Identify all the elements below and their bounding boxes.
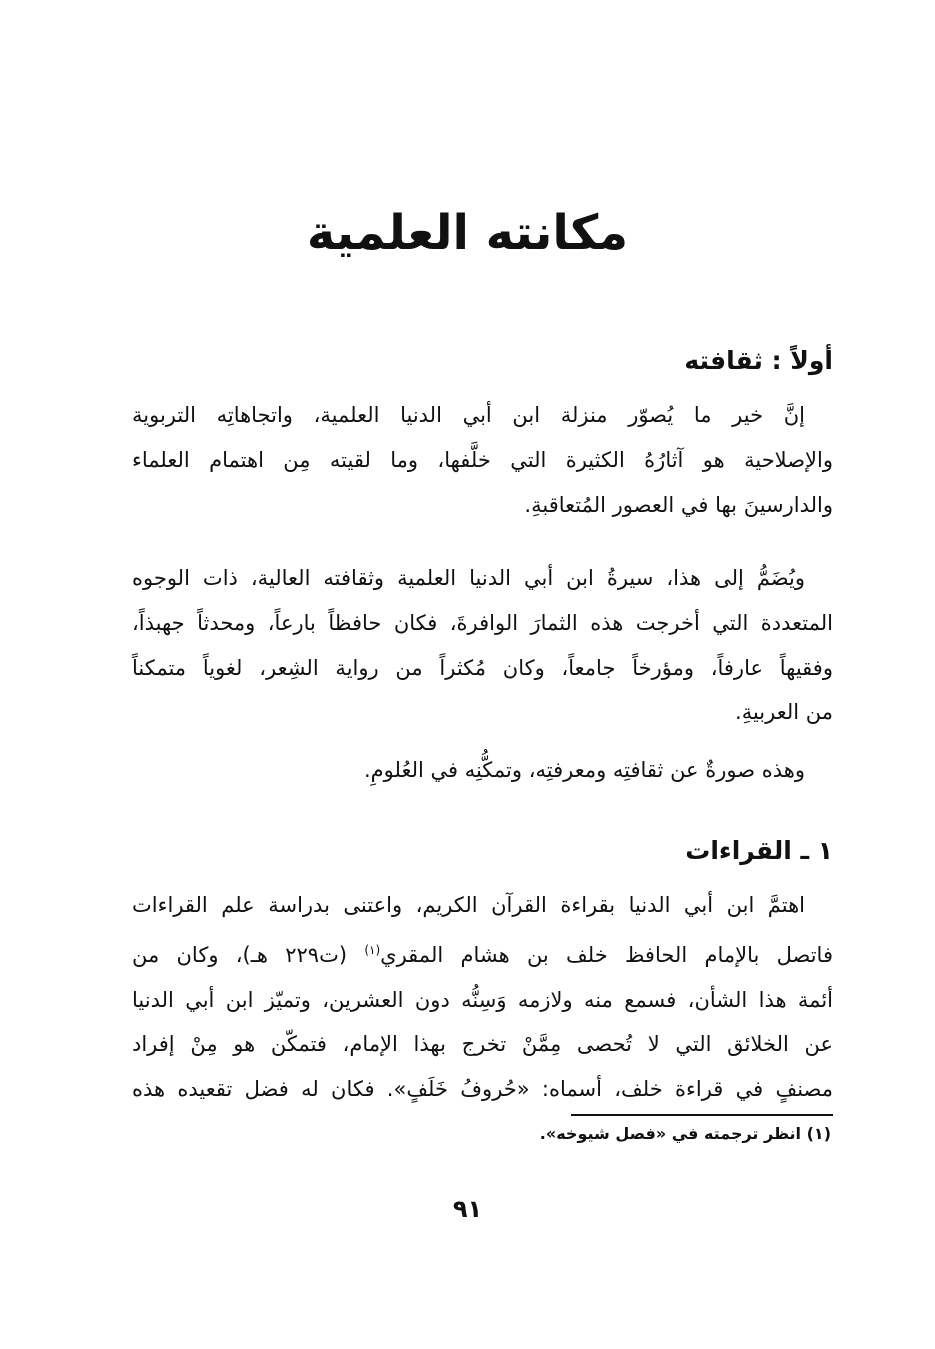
paragraph-line: وفقيهاً عارفاً، ومؤرخاً جامعاً، وكان مُكثراً من رواية الشِعر، لغوياً متمكناً	[132, 655, 833, 680]
paragraph-1	[132, 393, 833, 527]
paragraph-line: اهتمَّ ابن أبي الدنيا بقراءة القرآن الكريم، واعتنى بدراسة علم القراءات	[132, 893, 805, 917]
chapter-title: مكانته العلمية	[306, 205, 629, 261]
paragraph-line: أئمة هذا الشأن، فسمع منه ولازمه وَسِنُّه دون العشرين، وتميّز ابن أبي الدنيا	[132, 987, 833, 1012]
paragraph-line: من العربيةِ.	[735, 700, 833, 725]
page-number: ٩١	[452, 1195, 483, 1223]
paragraph-line: وهذه صورةٌ عن ثقافتِه ومعرفتِه، وتمكُّنِه في العُلومِ.	[363, 758, 805, 782]
paragraph-fragment: فاتصل بالإمام الحافظ خلف بن هشام المقري	[380, 942, 833, 967]
paragraph-line	[132, 928, 833, 978]
paragraph-3	[132, 748, 833, 793]
footnote: (١) انظر ترجمته في «فصل شيوخه».	[539, 1124, 831, 1143]
paragraph-line: ويُضَمُّ إلى هذا، سيرةُ ابن أبي الدنيا العلمية وثقافته العالية، ذات الوجوه	[132, 566, 805, 590]
paragraph-2	[132, 556, 833, 735]
section-heading-culture: أولاً : ثقافته	[684, 346, 833, 375]
footnote-reference: (١)	[364, 942, 381, 957]
paragraph-4	[132, 883, 833, 1112]
paragraph-line: إنَّ خير ما يُصوّر منزلة ابن أبي الدنيا العلمية، واتجاهاتِه التربوية	[132, 403, 805, 427]
paragraph-line: والدارسينَ بها في العصور المُتعاقبةِ.	[524, 492, 833, 517]
paragraph-fragment: (ت٢٢٩ هـ)، وكان من	[132, 942, 348, 967]
paragraph-line: مصنفٍ في قراءة خلف، أسماه: «حُروفُ خَلَفٍ». فكان له فضل تقعيده هذه	[132, 1077, 833, 1102]
footnote-divider	[571, 1114, 833, 1116]
paragraph-line: والإصلاحية هو آثارُهُ الكثيرة التي خلَّفها، وما لقيته مِن اهتمام العلماء	[132, 447, 833, 472]
paragraph-line: عن الخلائق التي لا تُحصى مِمَّنْ تخرج بهذا الإمام، فتمكّن هو مِنْ إفراد	[132, 1032, 833, 1057]
paragraph-line: المتعددة التي أخرجت هذه الثمارَ الوافرةَ، فكان حافظاً بارعاً، ومحدثاً جهبذاً،	[132, 610, 833, 635]
section-heading-readings: ١ ـ القراءات	[685, 836, 833, 865]
